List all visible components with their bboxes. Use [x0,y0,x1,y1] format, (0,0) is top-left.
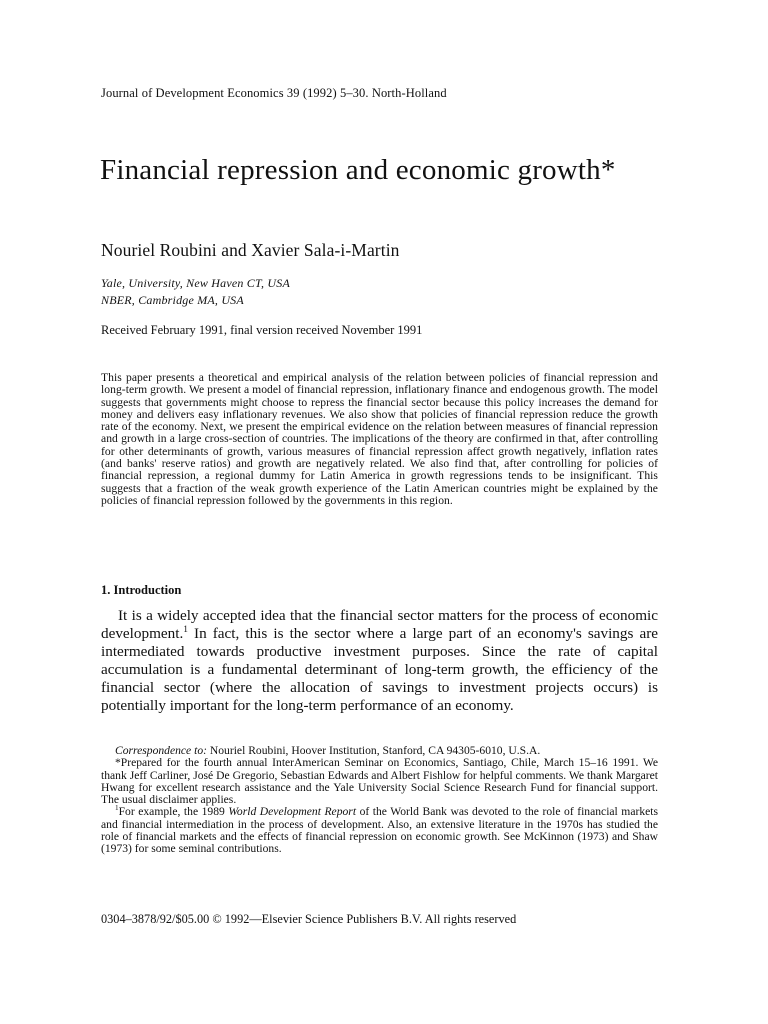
article-title: Financial repression and economic growth* [100,154,616,186]
section-heading-introduction: 1. Introduction [101,583,182,597]
footnote-1-mark: 1 [115,804,119,813]
footnote-1-report-title: World Development Report [228,805,357,819]
abstract: This paper presents a theoretical and empirical analysis of the relation between policies of financial repression and long-term growth. We present a model of financial repression, inflationary finance and endogenous growth. The model suggests that governments might choose to repress the financial sector because this policy increases the demand for money and delivers easy inflationary revenues. We also show that policies of financial repression reduce the growth rate of the economy. Next, we present the empirical evidence on the relation between measures of financial repression and growth in a large cross-section of countries. The implications of the theory are confirmed in that, after controlling for other determinants of growth, various measures of financial repression affect growth negatively, inflation rates (and banks' reserve ratios) and growth are negatively related. We also find that, after controlling for policies of financial repression, a regional dummy for Latin America in growth regressions tends to be insignificant. This suggests that a fraction of the weak growth experience of the Latin American countries might be explained by the policies of financial repression followed by the governments in this region. [101,371,658,507]
footnote-1-text-a: For example, the 1989 [118,805,229,819]
copyright-line: 0304–3878/92/$05.00 © 1992—Elsevier Science Publishers B.V. All rights reserved [101,912,517,926]
footnotes [101,745,658,856]
footnote-ref-1: 1 [183,624,188,635]
correspondence-label: Correspondence to: [115,744,207,757]
affiliation-yale: Yale, University, New Haven CT, USA [101,276,290,290]
intro-text-part2: In fact, this is the sector where a large part of an economy's savings are intermediated towards productive investment purposes. Since the rate of capital accumulation is a fundamental determinant of long-term growth, the efficiency of the financial sector (where the allocation of savings to investment projects occurs) is potentially important for the long-term performance of an economy. [101,624,658,714]
introduction-paragraph [101,607,658,714]
acknowledgement-note: *Prepared for the fourth annual InterAmerican Seminar on Economics, Santiago, Chile, March 15–16 1991. We thank Jeff Carliner, José De Gregorio, Sebastian Edwards and Albert Fishlow for helpful comments. We thank Margaret Hwang for excellent research assistance and the Yale University Social Science Research Fund for financial support. The usual disclaimer applies. [101,756,658,807]
intro-text-part1: It is a widely accepted idea that the financial sector matters for the process of economic development. [101,607,658,642]
footnote-1 [101,806,658,855]
received-dates: Received February 1991, final version received November 1991 [101,323,423,337]
affiliation-nber: NBER, Cambridge MA, USA [101,293,244,307]
journal-citation: Journal of Development Economics 39 (1992) 5–30. North-Holland [101,86,447,100]
correspondence-address: Nouriel Roubini, Hoover Institution, Stanford, CA 94305-6010, U.S.A. [206,744,541,757]
article-authors: Nouriel Roubini and Xavier Sala-i-Martin [101,240,400,260]
footnote-1-text-b: of the World Bank was devoted to the role of financial markets and financial intermediation in the process of development. Also, an extensive literature in the 1970s has studied the role of financial markets and the effects of financial repression on economic growth. See McKinnon (1973) and Shaw (1973) for some seminal contributions. [101,805,659,856]
